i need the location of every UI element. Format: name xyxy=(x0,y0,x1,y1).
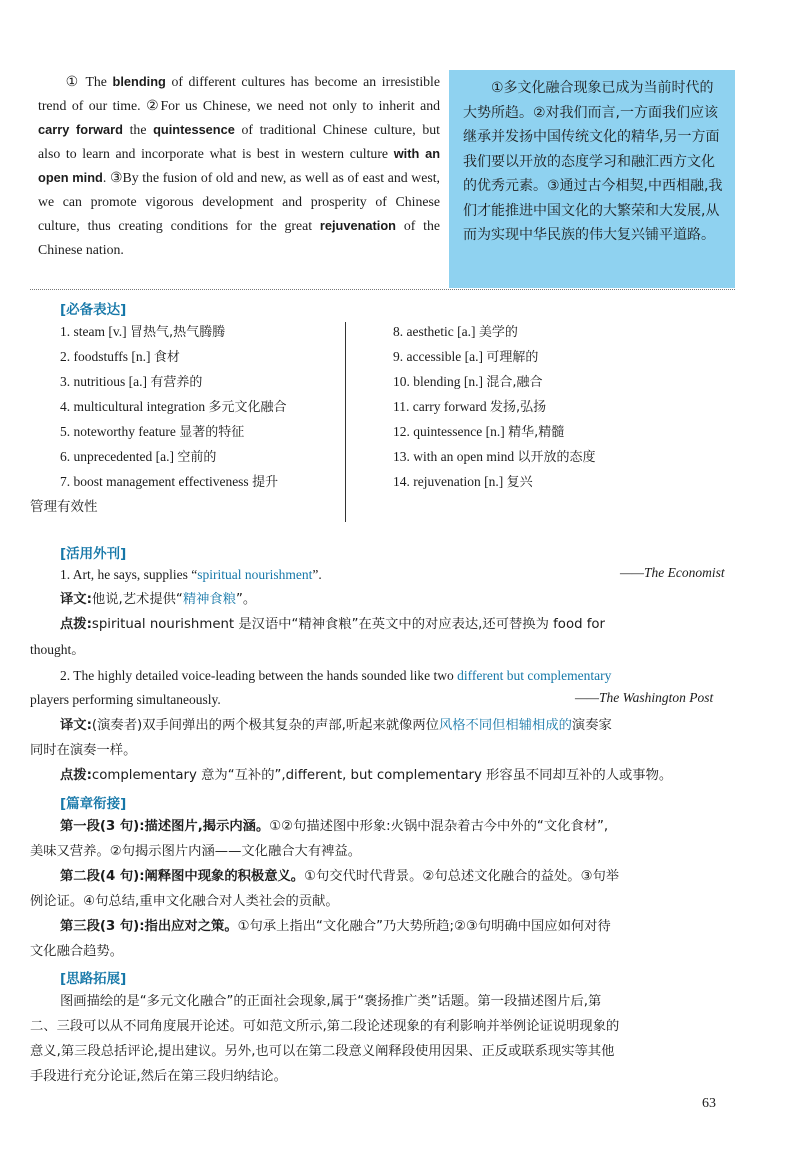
section-header-vocab: [必备表达] xyxy=(60,302,127,318)
page-number: 63 xyxy=(702,1096,716,1111)
section-header-structure: [篇章衔接] xyxy=(60,796,127,812)
highlight-phrase: spiritual nourishment xyxy=(197,567,313,582)
source-economist: ——The Economist xyxy=(620,565,725,580)
section-header-usage: [活用外刊] xyxy=(60,546,127,562)
vocab-item: 12. quintessence [n.] 精华,精髓 xyxy=(393,424,565,440)
chinese-translation-text: ①多文化融合现象已成为当前时代的大势所趋。②对我们而言,一方面我们应该继承并发扬中国传统文化的精华,另一方面我们要以开放的态度学习和融汇西方文化的优秀元素。③通过古今相契,中西相融,我们才能推进中国文化的大繁荣和大发展,从而为实现中华民族的伟大复兴铺平道路。 xyxy=(463,80,723,243)
vocab-item-wrap: 管理有效性 xyxy=(30,499,98,514)
vocab-item: 5. noteworthy feature 显著的特征 xyxy=(60,424,245,440)
usage-translation-2: 译文:(演奏者)双手间弹出的两个极其复杂的声部,听起来就像两位风格不同但相辅相成的演奏家 xyxy=(60,718,612,733)
keyword-carry-forward: carry forward xyxy=(38,122,123,137)
vocab-item: 14. rejuvenation [n.] 复兴 xyxy=(393,474,533,490)
usage-note-2: 点拨:complementary 意为“互补的”,different, but complementary 形容虽不同却互补的人或事物。 xyxy=(60,768,673,783)
vocab-item: 9. accessible [a.] 可理解的 xyxy=(393,349,539,365)
vocab-item: 6. unprecedented [a.] 空前的 xyxy=(60,449,217,465)
ideas-text-line: 二、三段可以从不同角度展开论述。可如范文所示,第二段论述现象的有利影响并举例论证说明现象的 xyxy=(30,1019,620,1034)
vocab-item: 1. steam [v.] 冒热气,热气腾腾 xyxy=(60,324,226,340)
usage-example-2: 2. The highly detailed voice-leading between the hands sounded like two different but complementary xyxy=(60,668,612,683)
vocab-item: 4. multicultural integration 多元文化融合 xyxy=(60,399,287,415)
ideas-text-line: 意义,第三段总括评论,提出建议。另外,也可以在第二段意义阐释段使用因果、正反或联系现实等其他 xyxy=(30,1044,615,1059)
usage-example-2-wrap: players performing simultaneously. xyxy=(30,692,221,707)
structure-para-3: 第三段(3 句):指出应对之策。①句承上指出“文化融合”乃大势所趋;②③句明确中国应如何对待 xyxy=(60,919,611,934)
usage-translation-2-wrap: 同时在演奏一样。 xyxy=(30,743,137,758)
section-header-ideas: [思路拓展] xyxy=(60,971,127,987)
source-washington-post: ——The Washington Post xyxy=(575,690,714,705)
structure-para-2-wrap: 例论证。④句总结,重申文化融合对人类社会的贡献。 xyxy=(30,894,339,909)
structure-para-2: 第二段(4 句):阐释图中现象的积极意义。①句交代时代背景。②句总述文化融合的益处。③句举 xyxy=(60,869,620,884)
vocab-item: 7. boost management effectiveness 提升 xyxy=(60,474,279,490)
highlight-phrase: different but complementary xyxy=(457,668,612,683)
structure-para-1: 第一段(3 句):描述图片,揭示内涵。①②句描述图中形象:火锅中混杂着古今中外的“文化食材”, xyxy=(60,819,609,834)
ideas-text-line: 手段进行充分论证,然后在第三段归纳结论。 xyxy=(30,1069,287,1084)
vocab-item: 11. carry forward 发扬,弘扬 xyxy=(393,399,547,415)
structure-para-3-wrap: 文化融合趋势。 xyxy=(30,944,124,959)
chinese-translation-box xyxy=(449,70,735,288)
usage-translation-1: 译文:他说,艺术提供“精神食粮”。 xyxy=(60,592,257,607)
vocab-column-divider xyxy=(345,322,346,522)
vocab-item: 3. nutritious [a.] 有营养的 xyxy=(60,374,203,390)
keyword-quintessence: quintessence xyxy=(153,122,235,137)
usage-note-1-wrap: thought。 xyxy=(30,642,85,657)
english-model-passage: ① The blending of different cultures has become an irresistible trend of our time. ②For us Chinese, we need not only to inherit and carry forward the quintessence of traditional Chinese culture, but also to learn and incorporate what is best in western culture with an open mind. ③By the fusion of old and new, as well as of east and west, we can promote vigorous development and prosperity of Chinese culture, thus creating conditions for the great rejuvenation of the Chinese nation. xyxy=(38,74,441,257)
keyword-blending: blending xyxy=(112,74,166,89)
keyword-rejuvenation: rejuvenation xyxy=(319,218,396,233)
dotted-divider xyxy=(30,289,735,290)
structure-para-1-wrap: 美味又营养。②句揭示图片内涵——文化融合大有裨益。 xyxy=(30,844,362,859)
vocab-item: 8. aesthetic [a.] 美学的 xyxy=(393,324,518,340)
ideas-text-line: 图画描绘的是“多元文化融合”的正面社会现象,属于“褒扬推广类”话题。第一段描述图片后,第 xyxy=(60,994,602,1009)
vocab-item: 2. foodstuffs [n.] 食材 xyxy=(60,349,180,365)
usage-example-1: 1. Art, he says, supplies “spiritual nourishment”. xyxy=(60,567,322,582)
usage-note-1: 点拨:spiritual nourishment 是汉语中“精神食粮”在英文中的对应表达,还可替换为 food for xyxy=(60,617,606,632)
vocab-item: 10. blending [n.] 混合,融合 xyxy=(393,374,543,390)
keyword-open-mind: with an open mind xyxy=(38,146,441,185)
vocab-item: 13. with an open mind 以开放的态度 xyxy=(393,449,596,465)
